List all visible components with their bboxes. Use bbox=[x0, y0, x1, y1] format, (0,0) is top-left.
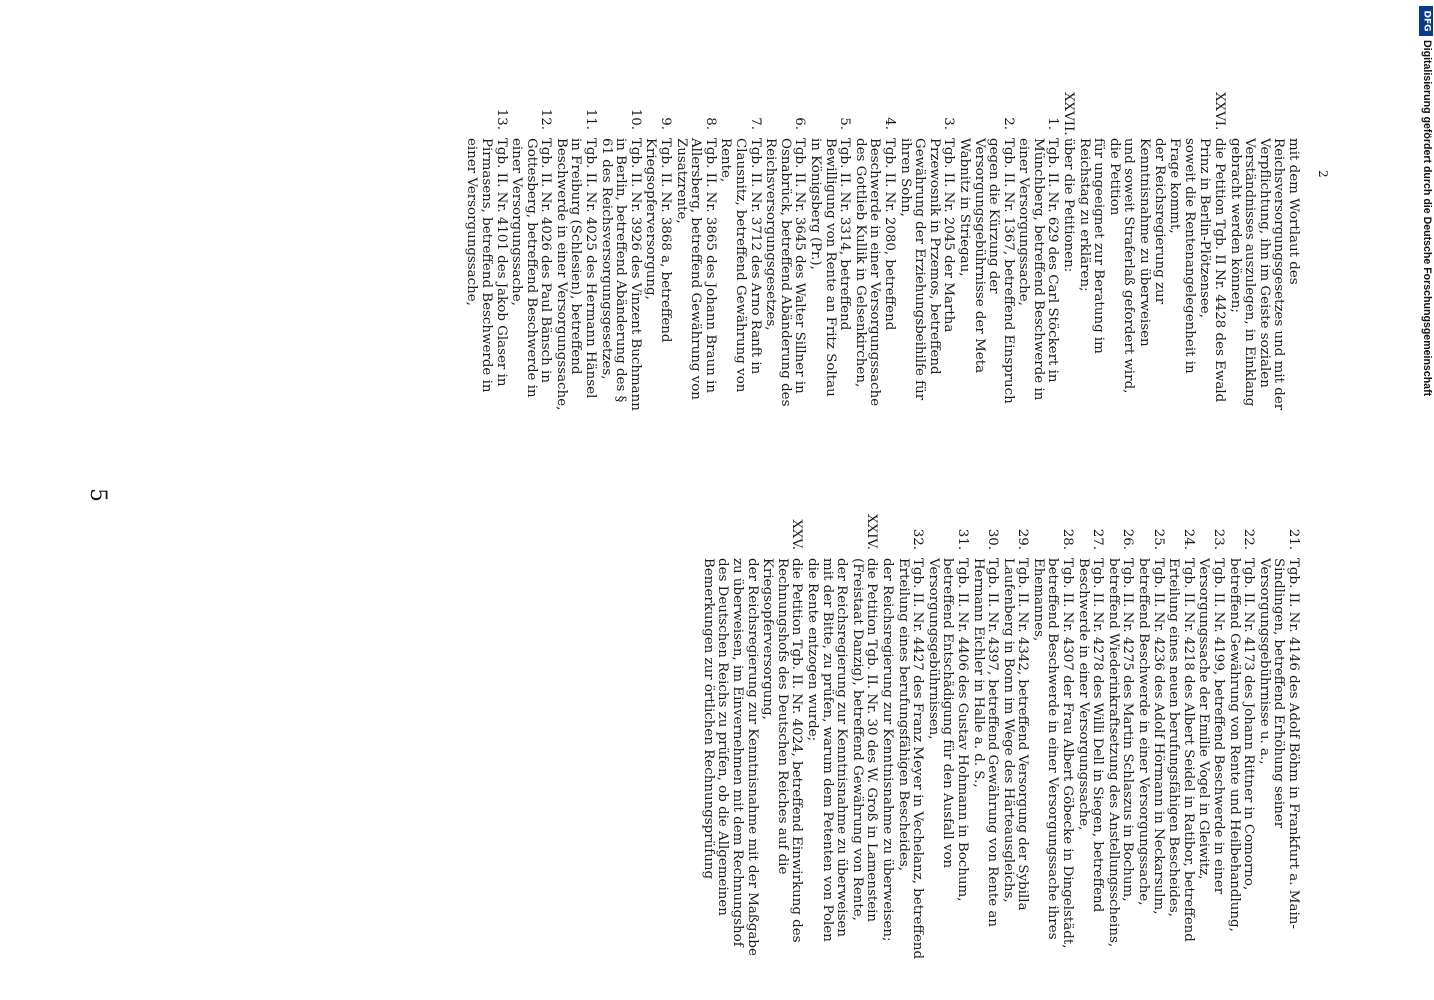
list-item bbox=[1196, 512, 1225, 972]
list-item bbox=[1106, 92, 1135, 422]
item-text: Tgb. II. Nr. 4101 des Jakob Glaser in Pirmasens, betreffend Beschwerde in einer Versorgungssache, bbox=[464, 138, 509, 393]
item-number: XXV. bbox=[789, 519, 805, 550]
item-text: über die Petitionen: bbox=[1061, 138, 1077, 273]
list-item bbox=[718, 92, 762, 422]
item-text: Tgb. II. Nr. 629 des Carl Stöckert in Münchberg, betreffend Beschwerde in einer Versorgungssache, bbox=[1016, 138, 1061, 401]
item-number: 25. bbox=[1150, 528, 1166, 550]
item-text: Tgb. II. Nr. 3314, betreffend Bewilligung von Rente an Fritz Soltau in Königsberg (Pr.), bbox=[808, 138, 853, 397]
list-item bbox=[598, 92, 642, 422]
item-number: 8. bbox=[702, 117, 718, 130]
item-number: 7. bbox=[747, 117, 763, 130]
list-item bbox=[925, 512, 969, 972]
item-number: 31. bbox=[954, 528, 970, 550]
item-text: Tgb. II. Nr. 4278 des Willi Dell in Siegen, betreffend Beschwerde in einer Versorgungssache, bbox=[1075, 558, 1106, 913]
item-number: 32. bbox=[910, 528, 926, 550]
dfg-credit-text: Digitalisierung gefördert durch die Deutsche Forschungsgemeinschaft bbox=[1421, 40, 1433, 397]
item-number: 6. bbox=[792, 117, 808, 130]
item-text: Tgb. II. Nr. 4427 des Franz Meyer in Vechelanz, betreffend Erteilung eines berufungsfähigen Bescheides, bbox=[895, 558, 926, 960]
item-number: 13. bbox=[493, 108, 509, 130]
list-item bbox=[895, 512, 924, 972]
item-number: 29. bbox=[1015, 528, 1031, 550]
item-number: 2. bbox=[1000, 117, 1016, 130]
item-text: und soweit Straferlaß gefordert wird, die Petition bbox=[1106, 138, 1137, 394]
list-item bbox=[1166, 512, 1195, 972]
item-text: Tgb. II. Nr. 4307 der Frau Albert Göbecke in Dingelstädt, betreffend Beschwerde in einer Versorgungssache ihres Ehemannes, bbox=[1030, 558, 1076, 949]
list-item bbox=[509, 92, 553, 422]
footer-number: 2 bbox=[1316, 170, 1330, 178]
item-text: der Reichsregierung zur Kenntnisnahme zu überweisen; bbox=[879, 558, 895, 942]
item-text: Tgb. II. Nr. 4275 des Martin Schlaszus in Bochum, betreffend Wiederinkraftsetzung des Anstellungsscheins, bbox=[1105, 558, 1136, 948]
list-item bbox=[553, 92, 597, 422]
item-number bbox=[804, 512, 848, 558]
list-item bbox=[760, 512, 804, 972]
item-number bbox=[879, 512, 894, 558]
list-item bbox=[1061, 92, 1076, 422]
list-item bbox=[1075, 512, 1104, 972]
list-item bbox=[700, 512, 758, 972]
item-text: Tgb. II. Nr. 4026 des Paul Bänsch in Gottesberg, betreffend Beschwerde in einer Versorgungssache, bbox=[509, 138, 554, 398]
item-text: Tgb. II. Nr. 4199, betreffend Beschwerde in einer Versorgungssache der Emilie Vogel in Gleiwitz, bbox=[1196, 558, 1227, 895]
right-text-column bbox=[463, 92, 1300, 422]
item-text: Tgb. II. Nr. 4342, betreffend Versorgung der Sybilla Laufenberg in Bonn im Wege des Härteausgleichs, bbox=[1000, 558, 1031, 911]
list-item bbox=[673, 92, 717, 422]
item-text: die Petition Tgb. II. Nr. 30 des W. Groß in Lamenstein (Freistaat Danzig), betreffend Gewährung von Rente, bbox=[849, 558, 880, 923]
page-number: 5 bbox=[85, 488, 110, 502]
item-text: der Reichsregierung zur Kenntnisnahme zu überweisen mit der Bitte, zu prüfen, warum dem Petenten von Polen die Rente entzogen wurde; bbox=[805, 558, 850, 942]
item-text: Tgb. II. Nr. 4025 des Hermann Hänsel in Freiburg (Schlesien), betreffend Beschwerde in einer Versorgungssache, bbox=[553, 138, 599, 411]
list-item bbox=[897, 92, 955, 422]
item-number: 30. bbox=[985, 528, 1001, 550]
item-number bbox=[700, 512, 758, 558]
item-text: Tgb. II. Nr. 4397, betreffend Gewährung von Rente an Hermann Eichler in Halle a. d. S., bbox=[970, 558, 1001, 927]
list-item bbox=[1016, 92, 1060, 422]
list-item bbox=[1256, 512, 1300, 972]
item-number bbox=[1136, 92, 1165, 138]
item-text: die Petition Tgb. II. Nr. 4024, betreffend Einwirkung des Rechnungshofs des Deutschen Reiches auf die Kriegsopferversorgung, bbox=[760, 558, 805, 943]
list-item bbox=[849, 512, 878, 972]
item-number: XXVI. bbox=[1212, 92, 1228, 131]
item-text: Tgb. II. Nr. 4173 des Johann Rittner in Comorno, betreffend Gewährung von Rente und Heilbehandlung, bbox=[1226, 558, 1257, 932]
item-text: Tgb. II. Nr. 3712 des Arno Ranft in Clausnitz, betreffend Gewährung von Rente, bbox=[718, 138, 763, 393]
item-number bbox=[1076, 92, 1105, 138]
item-text: Tgb. II. Nr. 4146 des Adolf Böhm in Frankfurt a. Main-Sindlingen, betreffend Erhöhung seiner Versorgungsgebührnisse u. a., bbox=[1256, 558, 1301, 929]
list-item bbox=[970, 512, 999, 972]
list-item bbox=[807, 92, 851, 422]
item-number: 22. bbox=[1241, 528, 1257, 550]
list-item bbox=[879, 512, 894, 972]
item-number: 11. bbox=[583, 108, 599, 130]
item-text: soweit die Rentenangelegenheit in Frage kommt, bbox=[1167, 138, 1197, 374]
list-item bbox=[464, 92, 508, 422]
item-text: Tgb. II. Nr. 1367, betreffend Einspruch gegen die Kürzung der Versorgungsgebührnisse der Meta Wabnitz in Striegau, bbox=[956, 138, 1016, 404]
item-text: Tgb. II. Nr. 4236 des Adolf Hörmann in Neckarsulm, betreffend Beschwerde in einer Versorgungssache, bbox=[1136, 558, 1166, 915]
list-item bbox=[1135, 512, 1164, 972]
item-number: 4. bbox=[881, 117, 897, 130]
item-number: 26. bbox=[1120, 528, 1136, 550]
item-number: 24. bbox=[1180, 528, 1196, 550]
item-number: 10. bbox=[627, 108, 643, 130]
item-number: 23. bbox=[1211, 528, 1227, 550]
list-item bbox=[1030, 512, 1074, 972]
item-text: Tgb. II. Nr. 2080, betreffend Beschwerde in einer Versorgungssache des Gottlieb Kullik in Gelsenkirchen, bbox=[852, 138, 897, 407]
item-number bbox=[1167, 92, 1196, 138]
item-number: 3. bbox=[941, 117, 957, 130]
item-number: 28. bbox=[1060, 528, 1076, 550]
item-number: XXVII. bbox=[1061, 92, 1077, 136]
item-text: Tgb. II. Nr. 4218 des Albert Seidel in Ratibor, betreffend Erteilung eines neuen berufungsfähigen Bescheides, bbox=[1166, 558, 1196, 942]
list-item bbox=[956, 92, 1014, 422]
list-item bbox=[1136, 92, 1165, 422]
item-text: Tgb. II. Nr. 3926 des Vinzent Buchmann in Berlin, betreffend Abänderung des § 61 des Reichsversorgungsgesetzes, bbox=[598, 138, 643, 411]
dfg-logo: DFG bbox=[1419, 6, 1433, 36]
list-item bbox=[852, 92, 896, 422]
list-item bbox=[1105, 512, 1134, 972]
item-text: mit dem Wortlaut des Reichsversorgungsgesetzes und mit der Verpflichtung, ihn im Geiste sozialen Verständnisses auszulegen, in Einklang gebracht werden können; bbox=[1227, 138, 1301, 411]
item-number: XXIV. bbox=[864, 514, 880, 550]
item-text: Tgb. II. Nr. 4406 des Gustav Hohmann in Bochum, betreffend Entschädigung für den Ausfall von Versorgungsgebührnissen, bbox=[925, 558, 970, 902]
list-item bbox=[1076, 92, 1105, 422]
item-number bbox=[1106, 92, 1135, 138]
item-text: Tgb. II. Nr. 2045 der Martha Przewosnik in Przemos, betreffend Gewährung der Erziehungsbeihilfe für ihren Sohn, bbox=[897, 138, 957, 401]
item-number: 9. bbox=[658, 117, 674, 130]
item-number: 1. bbox=[1045, 117, 1061, 130]
left-text-column bbox=[699, 512, 1300, 972]
item-text: der Reichsregierung zur Kenntnisnahme mit der Maßgabe zu überweisen, im Einvernehmen mit dem Rechnungshof des Deutschen Reichs zu prüfen, ob die Allgemeinen Bemerkungen zur örtlichen Rechnungsprüfung bbox=[700, 558, 760, 956]
list-item bbox=[763, 92, 807, 422]
list-item bbox=[1197, 92, 1226, 422]
list-item bbox=[1227, 92, 1300, 422]
item-number bbox=[1227, 92, 1300, 138]
list-item bbox=[1167, 92, 1196, 422]
list-item bbox=[1000, 512, 1029, 972]
list-item bbox=[1226, 512, 1255, 972]
item-number: 27. bbox=[1090, 528, 1106, 550]
item-number: 12. bbox=[538, 108, 554, 130]
item-text: Tgb. II. Nr. 3645 des Walter Sillner in Osnabrück, betreffend Abänderung des Reichsversorgungsgesetzes, bbox=[763, 138, 808, 407]
item-text: für ungeeignet zur Beratung im Reichstag zu erklären; bbox=[1076, 138, 1107, 354]
list-item bbox=[804, 512, 848, 972]
item-text: Tgb. II. Nr. 3868 a, betreffend Kriegsopferversorgung, bbox=[643, 138, 674, 343]
item-number: 21. bbox=[1286, 528, 1301, 550]
item-text: Tgb. II. Nr. 3865 des Johann Braun in Allersberg, betreffend Gewährung von Zusatzrente, bbox=[673, 138, 718, 400]
item-text: der Reichsregierung zur Kenntnisnahme zu überweisen bbox=[1137, 138, 1167, 347]
item-number: 5. bbox=[837, 117, 853, 130]
item-text: die Petition Tgb. II Nr. 4428 des Ewald Prinz in Berlin-Plötzensee, bbox=[1197, 138, 1228, 403]
list-item bbox=[643, 92, 672, 422]
